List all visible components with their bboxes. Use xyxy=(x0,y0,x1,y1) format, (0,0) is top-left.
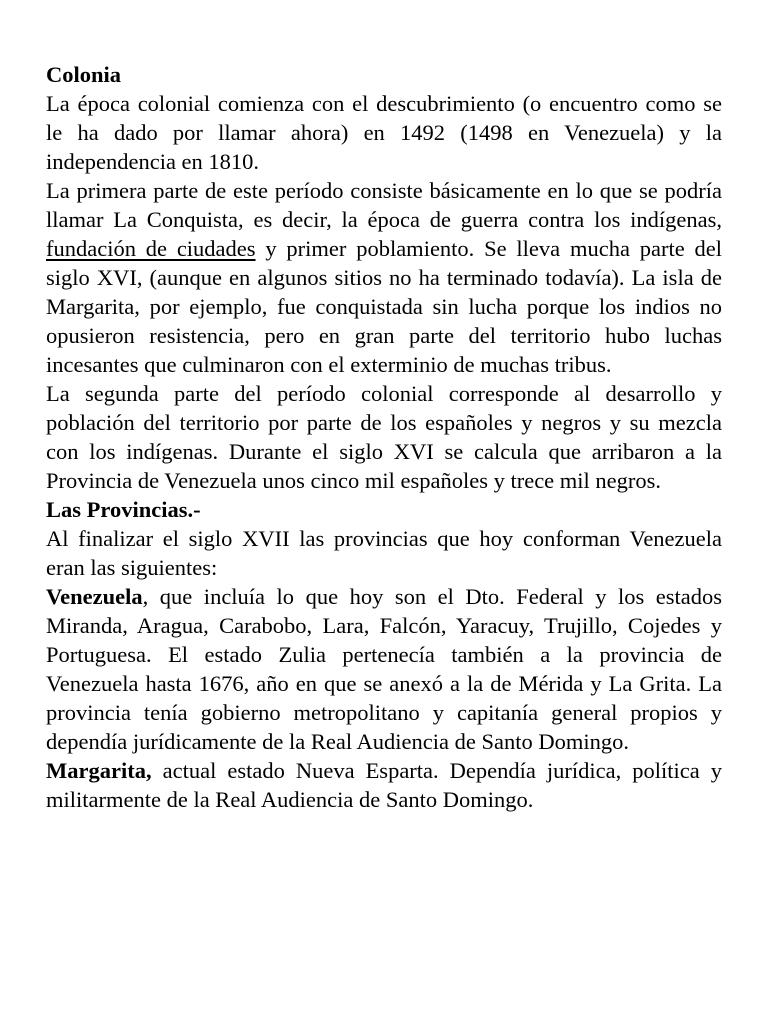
paragraph-margarita xyxy=(46,756,722,814)
heading-colonia: Colonia xyxy=(46,62,122,87)
paragraph-provinces-intro: Al finalizar el siglo XVII las provincias que hoy conforman Venezuela eran las siguientes: xyxy=(46,526,722,580)
paragraph-conquest-text-b: y primer poblamiento. Se lleva mucha parte del siglo XVI, (aunque en algunos sitios no ha terminado todavía). La isla de Margarita, por ejemplo, fue conquistada sin lucha porque los indios no opusieron resistencia, pero en gran parte del territorio hubo luchas incesantes que culminaron con el exterminio de muchas tribus. xyxy=(46,236,723,377)
paragraph-development: La segunda parte del período colonial corresponde al desarrollo y población del territorio por parte de los españoles y negros y su mezcla con los indígenas. Durante el siglo XVI se calcula que arribaron a la Provincia de Venezuela unos cinco mil españoles y trece mil negros. xyxy=(46,381,722,493)
paragraph-conquest xyxy=(46,176,722,379)
paragraph-conquest-text-a: La primera parte de este período consiste básicamente en lo que se podría llamar La Conquista, es decir, la época de guerra contra los indígenas, xyxy=(46,178,722,232)
term-margarita: Margarita, xyxy=(46,758,152,783)
paragraph-venezuela xyxy=(46,582,722,756)
heading-provincias: Las Provincias.- xyxy=(46,497,201,522)
term-venezuela: Venezuela xyxy=(46,584,143,609)
paragraph-colonial-period: La época colonial comienza con el descubrimiento (o encuentro como se le ha dado por llamar ahora) en 1492 (1498 en Venezuela) y la independencia en 1810. xyxy=(46,91,722,174)
margarita-description: actual estado Nueva Esparta. Dependía jurídica, política y militarmente de la Real Audiencia de Santo Domingo. xyxy=(46,758,722,812)
venezuela-description: , que incluía lo que hoy son el Dto. Federal y los estados Miranda, Aragua, Carabobo, Lara, Falcón, Yaracuy, Trujillo, Cojedes y Portuguesa. El estado Zulia pertenecía también a la provincia de Venezuela hasta 1676, año en que se anexó a la de Mérida y La Grita. La provincia tenía gobierno metropolitano y capitanía general propios y dependía jurídicamente de la Real Audiencia de Santo Domingo. xyxy=(46,584,722,754)
document-page xyxy=(46,60,722,814)
fundacion-ciudades-link[interactable]: fundación de ciudades xyxy=(46,236,256,261)
